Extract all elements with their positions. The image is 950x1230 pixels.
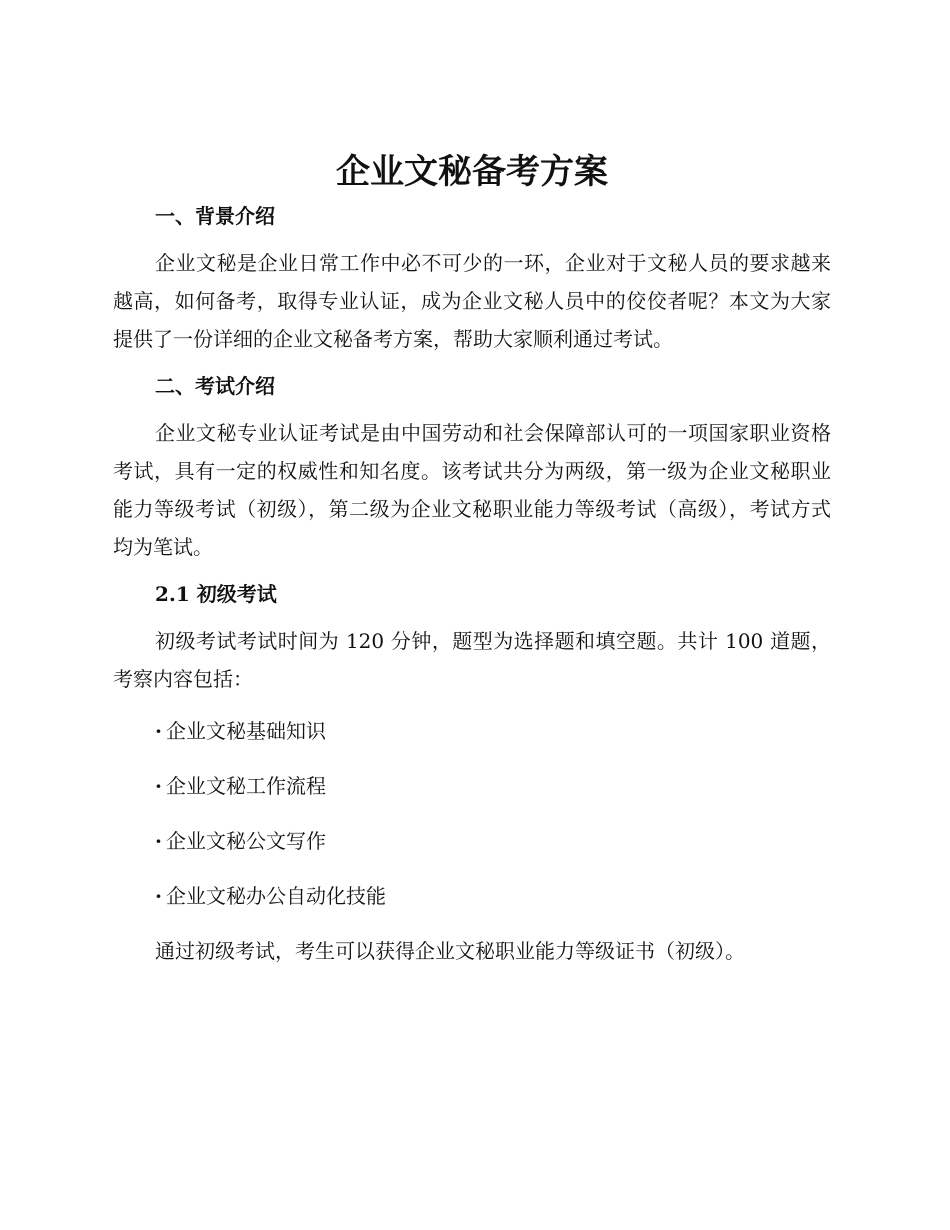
list-item xyxy=(113,712,831,750)
list-item-text: 企业文秘基础知识 xyxy=(166,719,326,743)
list-item xyxy=(113,822,831,860)
junior-exam-conclusion: 通过初级考试，考生可以获得企业文秘职业能力等级证书（初级）。 xyxy=(155,939,745,963)
section-heading-exam-intro: 二、考试介绍 xyxy=(155,374,275,398)
junior-exam-intro: 初级考试考试时间为 120 分钟，题型为选择题和填空题。共计 100 道题，考察内容包括： xyxy=(113,629,831,691)
bullet-mark: · xyxy=(155,829,162,853)
list-item-text: 企业文秘工作流程 xyxy=(166,774,326,798)
document-body xyxy=(113,150,831,984)
list-item-text: 企业文秘公文写作 xyxy=(166,829,326,853)
list-item xyxy=(113,877,831,915)
bullet-mark: · xyxy=(155,719,162,743)
background-paragraph: 企业文秘是企业日常工作中必不可少的一环，企业对于文秘人员的要求越来越高，如何备考，取得专业认证，成为企业文秘人员中的佼佼者呢？本文为大家提供了一份详细的企业文秘备考方案，帮助大家顺利通过考试。 xyxy=(113,251,831,351)
exam-intro-paragraph: 企业文秘专业认证考试是由中国劳动和社会保障部认可的一项国家职业资格考试，具有一定的权威性和知名度。该考试共分为两级，第一级为企业文秘职业能力等级考试（初级），第二级为企业文秘职业能力等级考试（高级），考试方式均为笔试。 xyxy=(113,421,831,559)
subsection-heading-junior-exam: 2.1 初级考试 xyxy=(155,582,277,606)
list-item-text: 企业文秘办公自动化技能 xyxy=(166,884,386,908)
section-heading-background: 一、背景介绍 xyxy=(155,204,275,228)
bullet-mark: · xyxy=(155,884,162,908)
bullet-mark: · xyxy=(155,774,162,798)
exam-content-list xyxy=(113,712,831,915)
document-title: 企业文秘备考方案 xyxy=(336,152,608,192)
list-item xyxy=(113,767,831,805)
